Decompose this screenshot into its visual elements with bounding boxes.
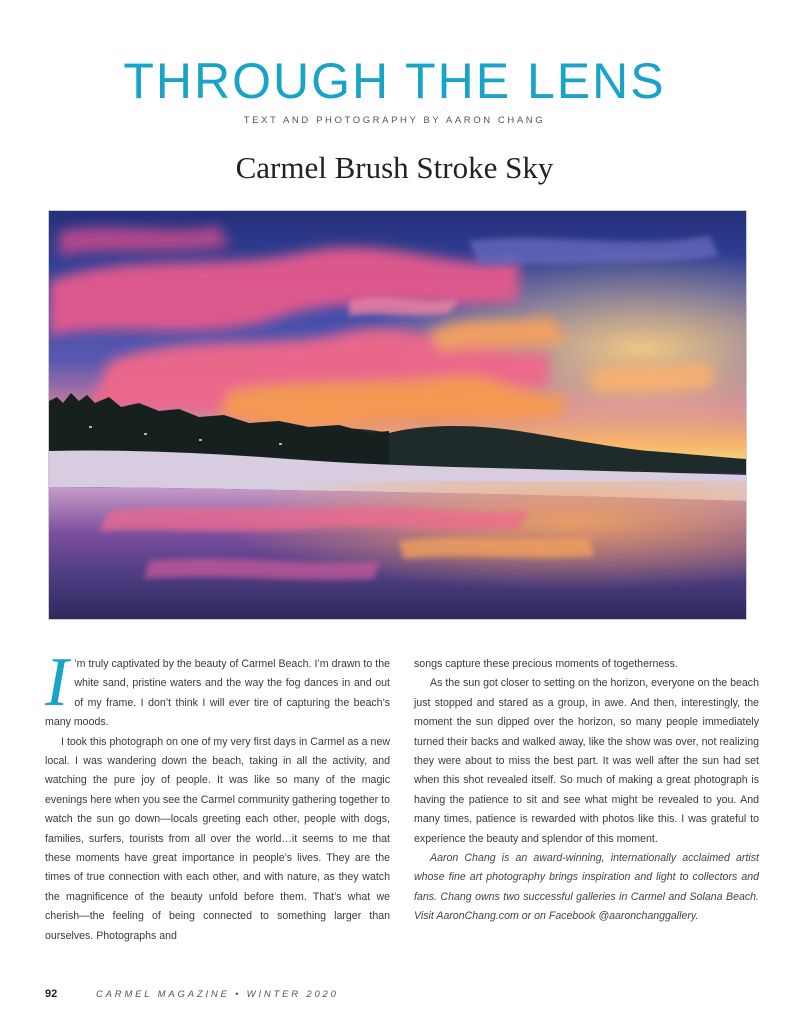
page-number: 92 <box>45 988 58 1000</box>
drop-cap: I <box>45 644 69 721</box>
article-paragraph <box>45 644 390 733</box>
article-paragraph: As the sun got closer to setting on the horizon, everyone on the beach just stopped and stared as a group, in awe. And then, interestingly, the moment the sun dipped over the horizon, so many people immediately turned their backs and walked away, like the show was over, not realizing they were about to miss the best part. It was well after the sun had set when this shot revealed itself. So much of making a great photograph is having the patience to sit and see what might be revealed to you. And many times, patience is rewarded with photos like this. I was grateful to experience the beauty and splendor of this moment. <box>414 677 759 845</box>
byline: TEXT AND PHOTOGRAPHY BY AARON CHANG <box>243 115 546 126</box>
article-column-right <box>414 655 759 927</box>
author-bio: Aaron Chang is an award-winning, internationally acclaimed artist whose fine art photography brings inspiration and light to collectors and fans. Chang owns two successful galleries in Carmel and Solana Beach. Visit AaronChang.com or on Facebook @aaronchanggallery. <box>414 852 759 923</box>
paragraph-text: ’m truly captivated by the beauty of Carmel Beach. I’m drawn to the white sand, pristine waters and the way the fog dances in and out of my frame. I don’t think I will ever tire of capturing the beach’s many moods. <box>45 658 390 729</box>
running-footer: CARMEL MAGAZINE • WINTER 2020 <box>96 989 339 1000</box>
article-column-left <box>45 644 390 946</box>
article-paragraph: I took this photograph on one of my very first days in Carmel as a new local. I was wandering down the beach, taking in all the activity, and watching the pure joy of people. It was like so many of the magic evenings here when you see the Carmel community gathering together to watch the sun go down—locals greeting each other, people with dogs, families, surfers, tourists from all over the world…it seems to me that these moments have great importance in people’s lives. They are the times of true connection with each other, and with nature, as they watch the magnificence of the beauty unfold before them. That’s what we cherish—the feeling of being connected to something larger than ourselves. Photographs and <box>45 735 390 942</box>
section-title: THROUGH THE LENS <box>123 53 666 109</box>
article-paragraph: songs capture these precious moments of togetherness. <box>414 658 678 670</box>
article-headline: Carmel Brush Stroke Sky <box>235 150 554 185</box>
sunset-beach-photo <box>49 211 746 619</box>
